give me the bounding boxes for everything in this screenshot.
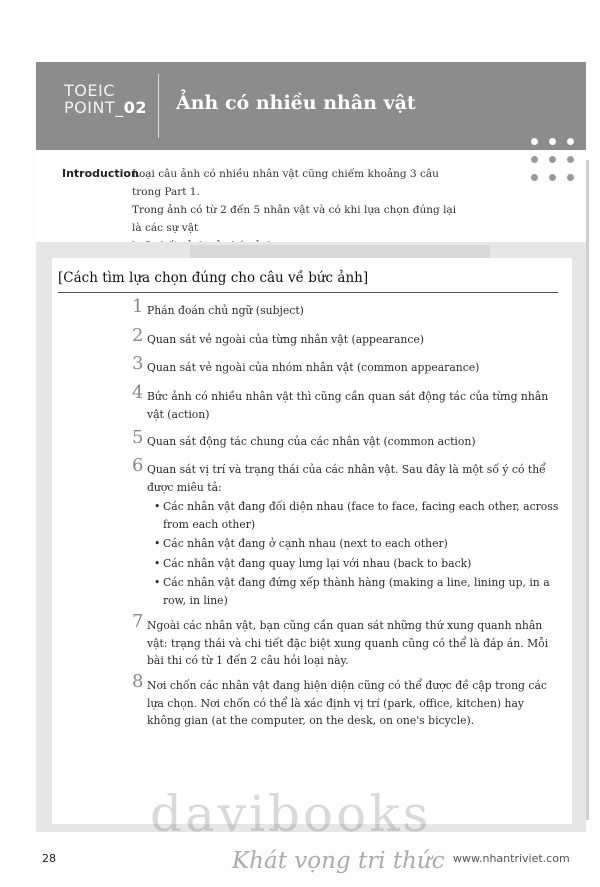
dot-icon [531, 156, 538, 163]
item-number: 1 [132, 296, 144, 317]
toeic-point-label [64, 82, 147, 116]
item-text: Quan sát vị trí và trạng thái của các nhân vật. Sau đây là một số ý có thể được miêu tả: [147, 463, 546, 494]
list-item [132, 611, 556, 670]
list-item [132, 296, 556, 320]
item-text: Nơi chốn các nhân vật đang hiện diện cũng có thể được đề cập trong các lựa chọn. Nơi chốn có thể là xác định vị trí (park, office, kitchen) hay không gian (at the computer, on the desk, on one's bicycle). [147, 679, 547, 727]
item-text: Bức ảnh có nhiều nhân vật thì cũng cần quan sát động tác của từng nhân vật (action) [147, 390, 549, 421]
dot-icon [531, 174, 538, 181]
heading-underline [58, 292, 558, 293]
bullet-text: Các nhân vật đang ở cạnh nhau (next to each other) [163, 537, 448, 550]
item-number: 3 [132, 353, 144, 374]
point-number: 02 [123, 98, 147, 117]
bullet-icon: • [154, 576, 161, 589]
list-item [132, 325, 556, 349]
bullet-text: Các nhân vật đang quay lưng lại với nhau (back to back) [163, 557, 472, 570]
dot-icon [549, 138, 556, 145]
watermark-brand: davibooks [150, 785, 432, 843]
item-text: Quan sát động tác chung của các nhân vật (common action) [147, 435, 476, 448]
bullet-item [154, 498, 559, 533]
bullet-text: Các nhân vật đang đối diện nhau (face to face, facing each other, across from each other) [163, 500, 559, 531]
point-label: POINT_ [64, 98, 124, 117]
bullet-icon: • [154, 500, 161, 513]
chapter-header [36, 62, 586, 150]
item-number: 7 [132, 611, 144, 632]
dot-icon [567, 138, 574, 145]
bullet-item [154, 555, 559, 573]
list-item [132, 671, 556, 730]
page-edge [586, 160, 589, 820]
bullet-icon: • [154, 537, 161, 550]
header-divider [158, 74, 159, 138]
item-text: Phán đoán chủ ngữ (subject) [147, 304, 304, 317]
section-heading: [Cách tìm lựa chọn đúng cho câu về bức ảnh] [58, 270, 369, 286]
toeic-label: TOEIC [64, 81, 115, 100]
intro-line: Trong ảnh có từ 2 đến 5 nhân vật và có khi lựa chọn đúng lại là các sự vật [132, 204, 457, 234]
bullet-item [154, 574, 559, 609]
bullet-text: Các nhân vật đang đứng xếp thành hàng (making a line, lining up, in a row, in line) [163, 576, 550, 607]
list-item [132, 427, 556, 451]
list-item [132, 455, 556, 496]
introduction-label: Introduction [62, 167, 139, 180]
bullet-item [154, 535, 559, 553]
dot-icon [549, 174, 556, 181]
dot-icon [567, 156, 574, 163]
item-text: Ngoài các nhân vật, bạn cũng cần quan sát những thứ xung quanh nhân vật: trạng thái và chi tiết đặc biệt xung quanh cũng có thể là đáp án. Mỗi bài thi có từ 1 đến 2 câu hỏi loại này. [147, 619, 549, 667]
chapter-title: Ảnh có nhiều nhân vật [176, 92, 416, 114]
intro-line: Loại câu ảnh có nhiều nhân vật cũng chiếm khoảng 3 câu trong Part 1. [132, 168, 439, 198]
item-text: Quan sát vẻ ngoài của từng nhân vật (appearance) [147, 333, 424, 346]
page-number: 28 [42, 852, 56, 865]
publisher-url: www.nhantriviet.com [453, 852, 570, 865]
bullet-icon: • [154, 557, 161, 570]
watermark-slogan: Khát vọng tri thức [232, 848, 445, 874]
dot-icon [567, 174, 574, 181]
item-number: 4 [132, 382, 144, 403]
item-number: 5 [132, 427, 144, 448]
introduction-box [36, 150, 586, 242]
item-number: 2 [132, 325, 144, 346]
dot-icon [531, 138, 538, 145]
item-number: 6 [132, 455, 144, 476]
list-item [132, 353, 556, 377]
list-item [132, 382, 556, 423]
dot-icon [549, 156, 556, 163]
item-text: Quan sát vẻ ngoài của nhóm nhân vật (common appearance) [147, 361, 480, 374]
item-number: 8 [132, 671, 144, 692]
